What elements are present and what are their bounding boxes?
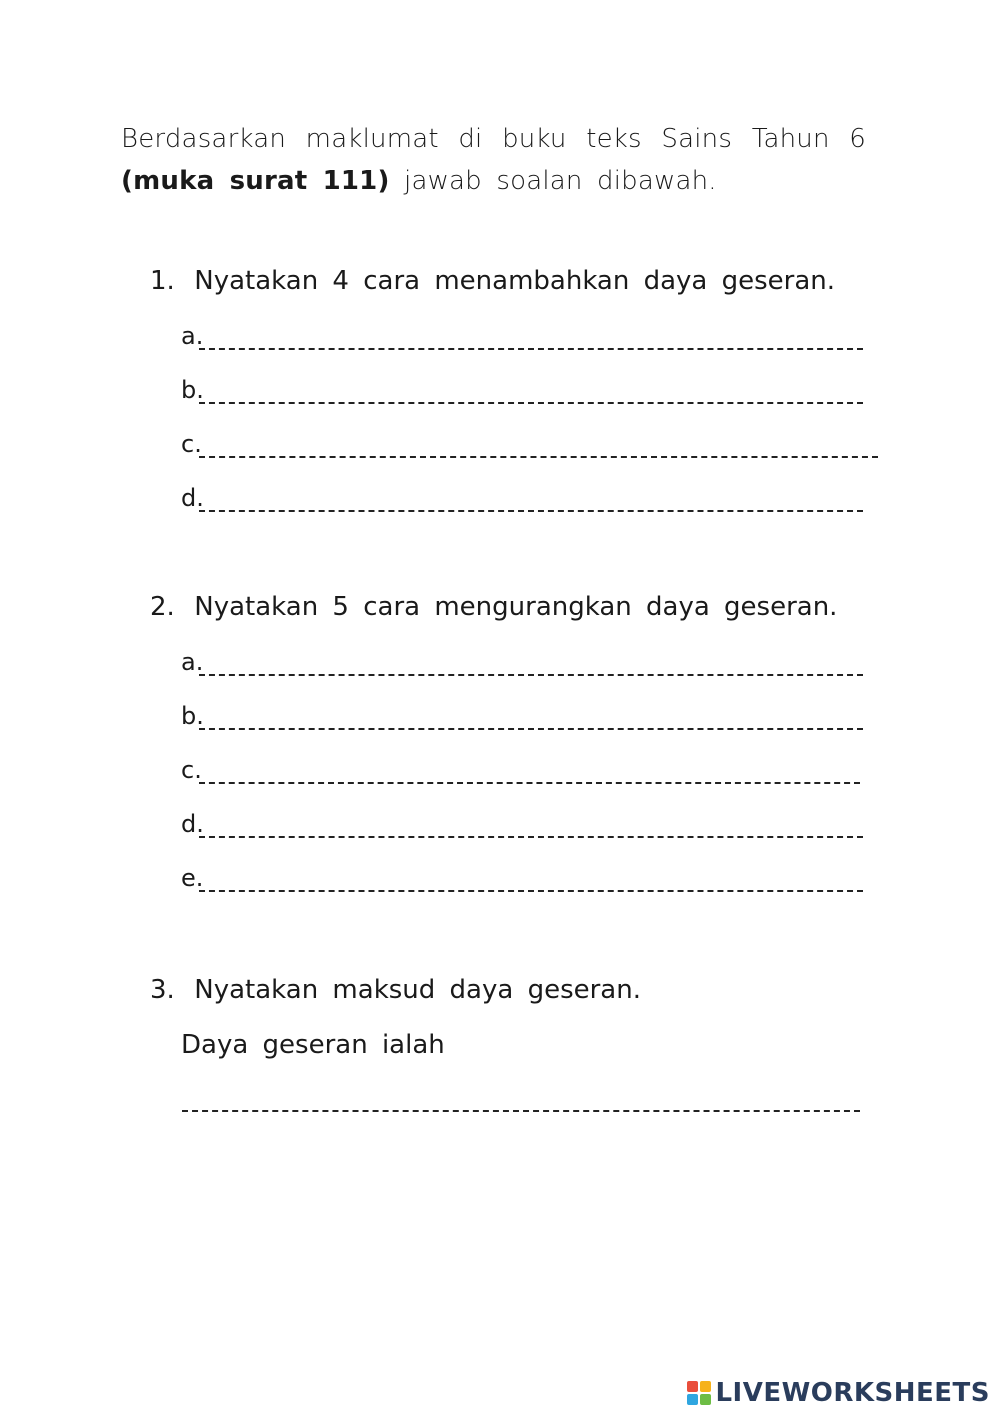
liveworksheets-brand bbox=[687, 1378, 990, 1408]
instructions-text: Berdasarkan maklumat di buku teks Sains Tahun 6 bbox=[121, 124, 866, 154]
answer-blank[interactable] bbox=[199, 890, 863, 892]
instructions-page-ref: (muka surat 111) bbox=[121, 166, 390, 196]
question-2 bbox=[150, 592, 837, 622]
answer-label: e. bbox=[181, 864, 204, 892]
answer-line-3[interactable] bbox=[182, 1110, 860, 1112]
answer-label: c. bbox=[181, 430, 202, 458]
answer-blank[interactable] bbox=[199, 402, 863, 404]
answer-blank[interactable] bbox=[199, 674, 863, 676]
answer-line-2c[interactable] bbox=[181, 754, 860, 786]
answer-label: b. bbox=[181, 376, 204, 404]
answer-label: d. bbox=[181, 810, 204, 838]
answer-label: b. bbox=[181, 702, 204, 730]
answer-label: a. bbox=[181, 322, 204, 350]
answer-blank[interactable] bbox=[199, 836, 863, 838]
question-number: 2. bbox=[150, 592, 175, 622]
answer-line-2d[interactable] bbox=[181, 808, 863, 840]
logo-square-yellow bbox=[700, 1381, 711, 1392]
answer-blank[interactable] bbox=[199, 728, 863, 730]
sentence-starter: Daya geseran ialah bbox=[181, 1030, 445, 1060]
answer-blank[interactable] bbox=[199, 456, 878, 458]
question-text: Nyatakan 5 cara mengurangkan daya geseran. bbox=[194, 592, 838, 622]
answer-blank[interactable] bbox=[199, 348, 863, 350]
question-number: 3. bbox=[150, 975, 175, 1005]
question-number: 1. bbox=[150, 266, 175, 296]
answer-line-2e[interactable] bbox=[181, 862, 863, 894]
answer-line-2b[interactable] bbox=[181, 700, 863, 732]
question-text: Nyatakan 4 cara menambahkan daya geseran. bbox=[194, 266, 836, 296]
brand-name: LIVEWORKSHEETS bbox=[715, 1378, 990, 1408]
answer-blank[interactable] bbox=[199, 782, 860, 784]
answer-blank[interactable] bbox=[199, 510, 863, 512]
logo-square-red bbox=[687, 1381, 698, 1392]
question-3 bbox=[150, 975, 641, 1005]
answer-line-1d[interactable] bbox=[181, 482, 863, 514]
answer-line-1b[interactable] bbox=[181, 374, 863, 406]
answer-line-1c[interactable] bbox=[181, 428, 878, 460]
answer-label: a. bbox=[181, 648, 204, 676]
logo-square-green bbox=[700, 1394, 711, 1405]
instructions-text-end: jawab soalan dibawah. bbox=[389, 166, 717, 196]
question-text: Nyatakan maksud daya geseran. bbox=[194, 975, 641, 1005]
instructions bbox=[121, 118, 866, 202]
question-1 bbox=[150, 266, 835, 296]
answer-label: d. bbox=[181, 484, 204, 512]
answer-line-2a[interactable] bbox=[181, 646, 863, 678]
answer-line-1a[interactable] bbox=[181, 320, 863, 352]
logo-square-blue bbox=[687, 1394, 698, 1405]
answer-label: c. bbox=[181, 756, 202, 784]
liveworksheets-logo-icon bbox=[687, 1381, 711, 1405]
